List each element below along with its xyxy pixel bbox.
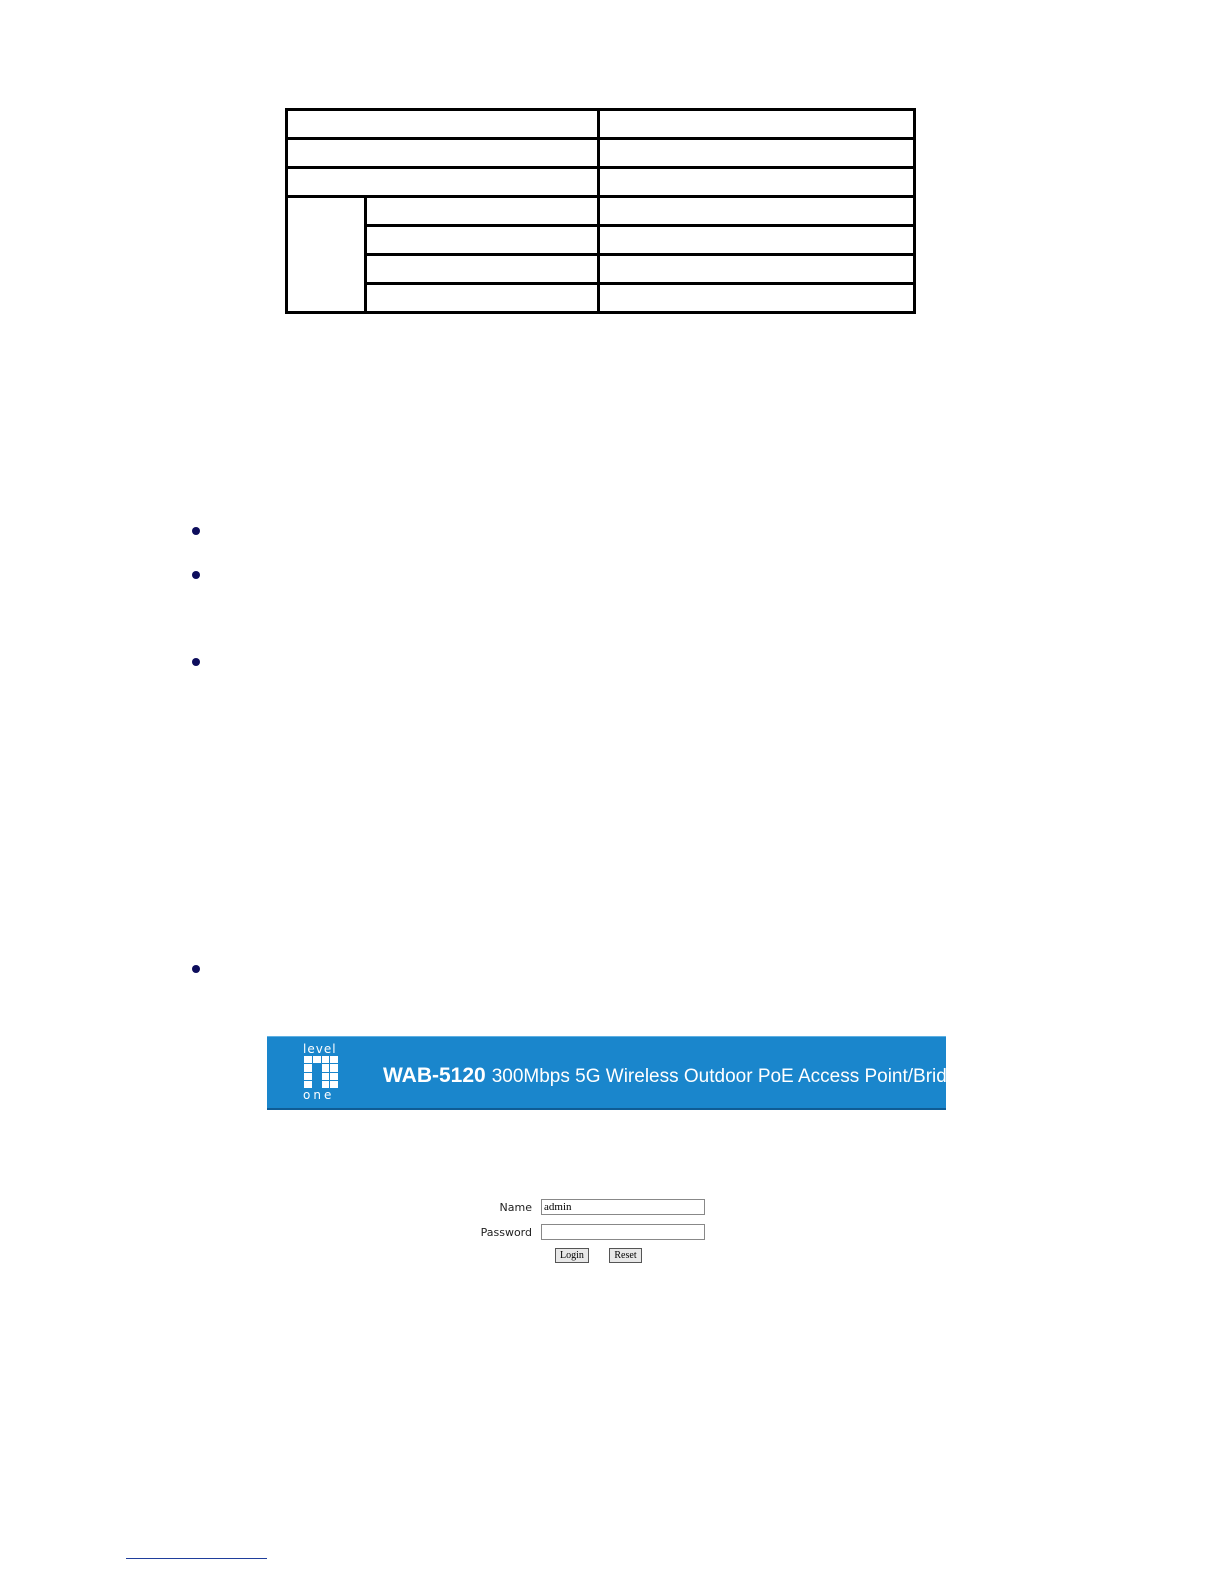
table-cell [599, 139, 915, 168]
table-cell [366, 226, 599, 255]
banner-title [383, 1064, 968, 1088]
table-cell [599, 110, 915, 139]
login-form [460, 1198, 720, 1268]
bullet-icon [192, 658, 200, 666]
name-input[interactable] [541, 1199, 705, 1215]
table-cell [366, 284, 599, 313]
bullet-icon [192, 965, 200, 973]
table-row [287, 284, 915, 313]
reset-button[interactable]: Reset [609, 1248, 642, 1263]
spec-table [285, 108, 916, 314]
table-row [287, 255, 915, 284]
table-row [287, 197, 915, 226]
logo-grid-icon [304, 1056, 338, 1088]
table-cell [599, 284, 915, 313]
table-cell [599, 255, 915, 284]
table-cell [599, 226, 915, 255]
table-row [287, 168, 915, 197]
product-name: 300Mbps 5G Wireless Outdoor PoE Access Point/Bridge [491, 1066, 968, 1087]
table-cell [366, 255, 599, 284]
table-cell [287, 139, 599, 168]
model-name: WAB-5120 [383, 1064, 486, 1087]
login-button[interactable]: Login [555, 1248, 589, 1263]
table-row [287, 139, 915, 168]
password-input[interactable] [541, 1224, 705, 1240]
table-cell [287, 168, 599, 197]
name-label: Name [499, 1201, 532, 1214]
table-row [287, 226, 915, 255]
bullet-icon [192, 527, 200, 535]
table-cell [599, 197, 915, 226]
table-cell [366, 197, 599, 226]
logo-text-bottom: one [303, 1088, 335, 1102]
table-cell [599, 168, 915, 197]
bullet-icon [192, 571, 200, 579]
levelone-logo [303, 1043, 339, 1101]
footnote-divider [126, 1558, 267, 1559]
table-cell [287, 197, 366, 313]
table-row [287, 110, 915, 139]
table-cell [287, 110, 599, 139]
password-label: Password [480, 1226, 532, 1239]
logo-text-top: level [303, 1042, 337, 1056]
product-banner [267, 1036, 968, 1110]
